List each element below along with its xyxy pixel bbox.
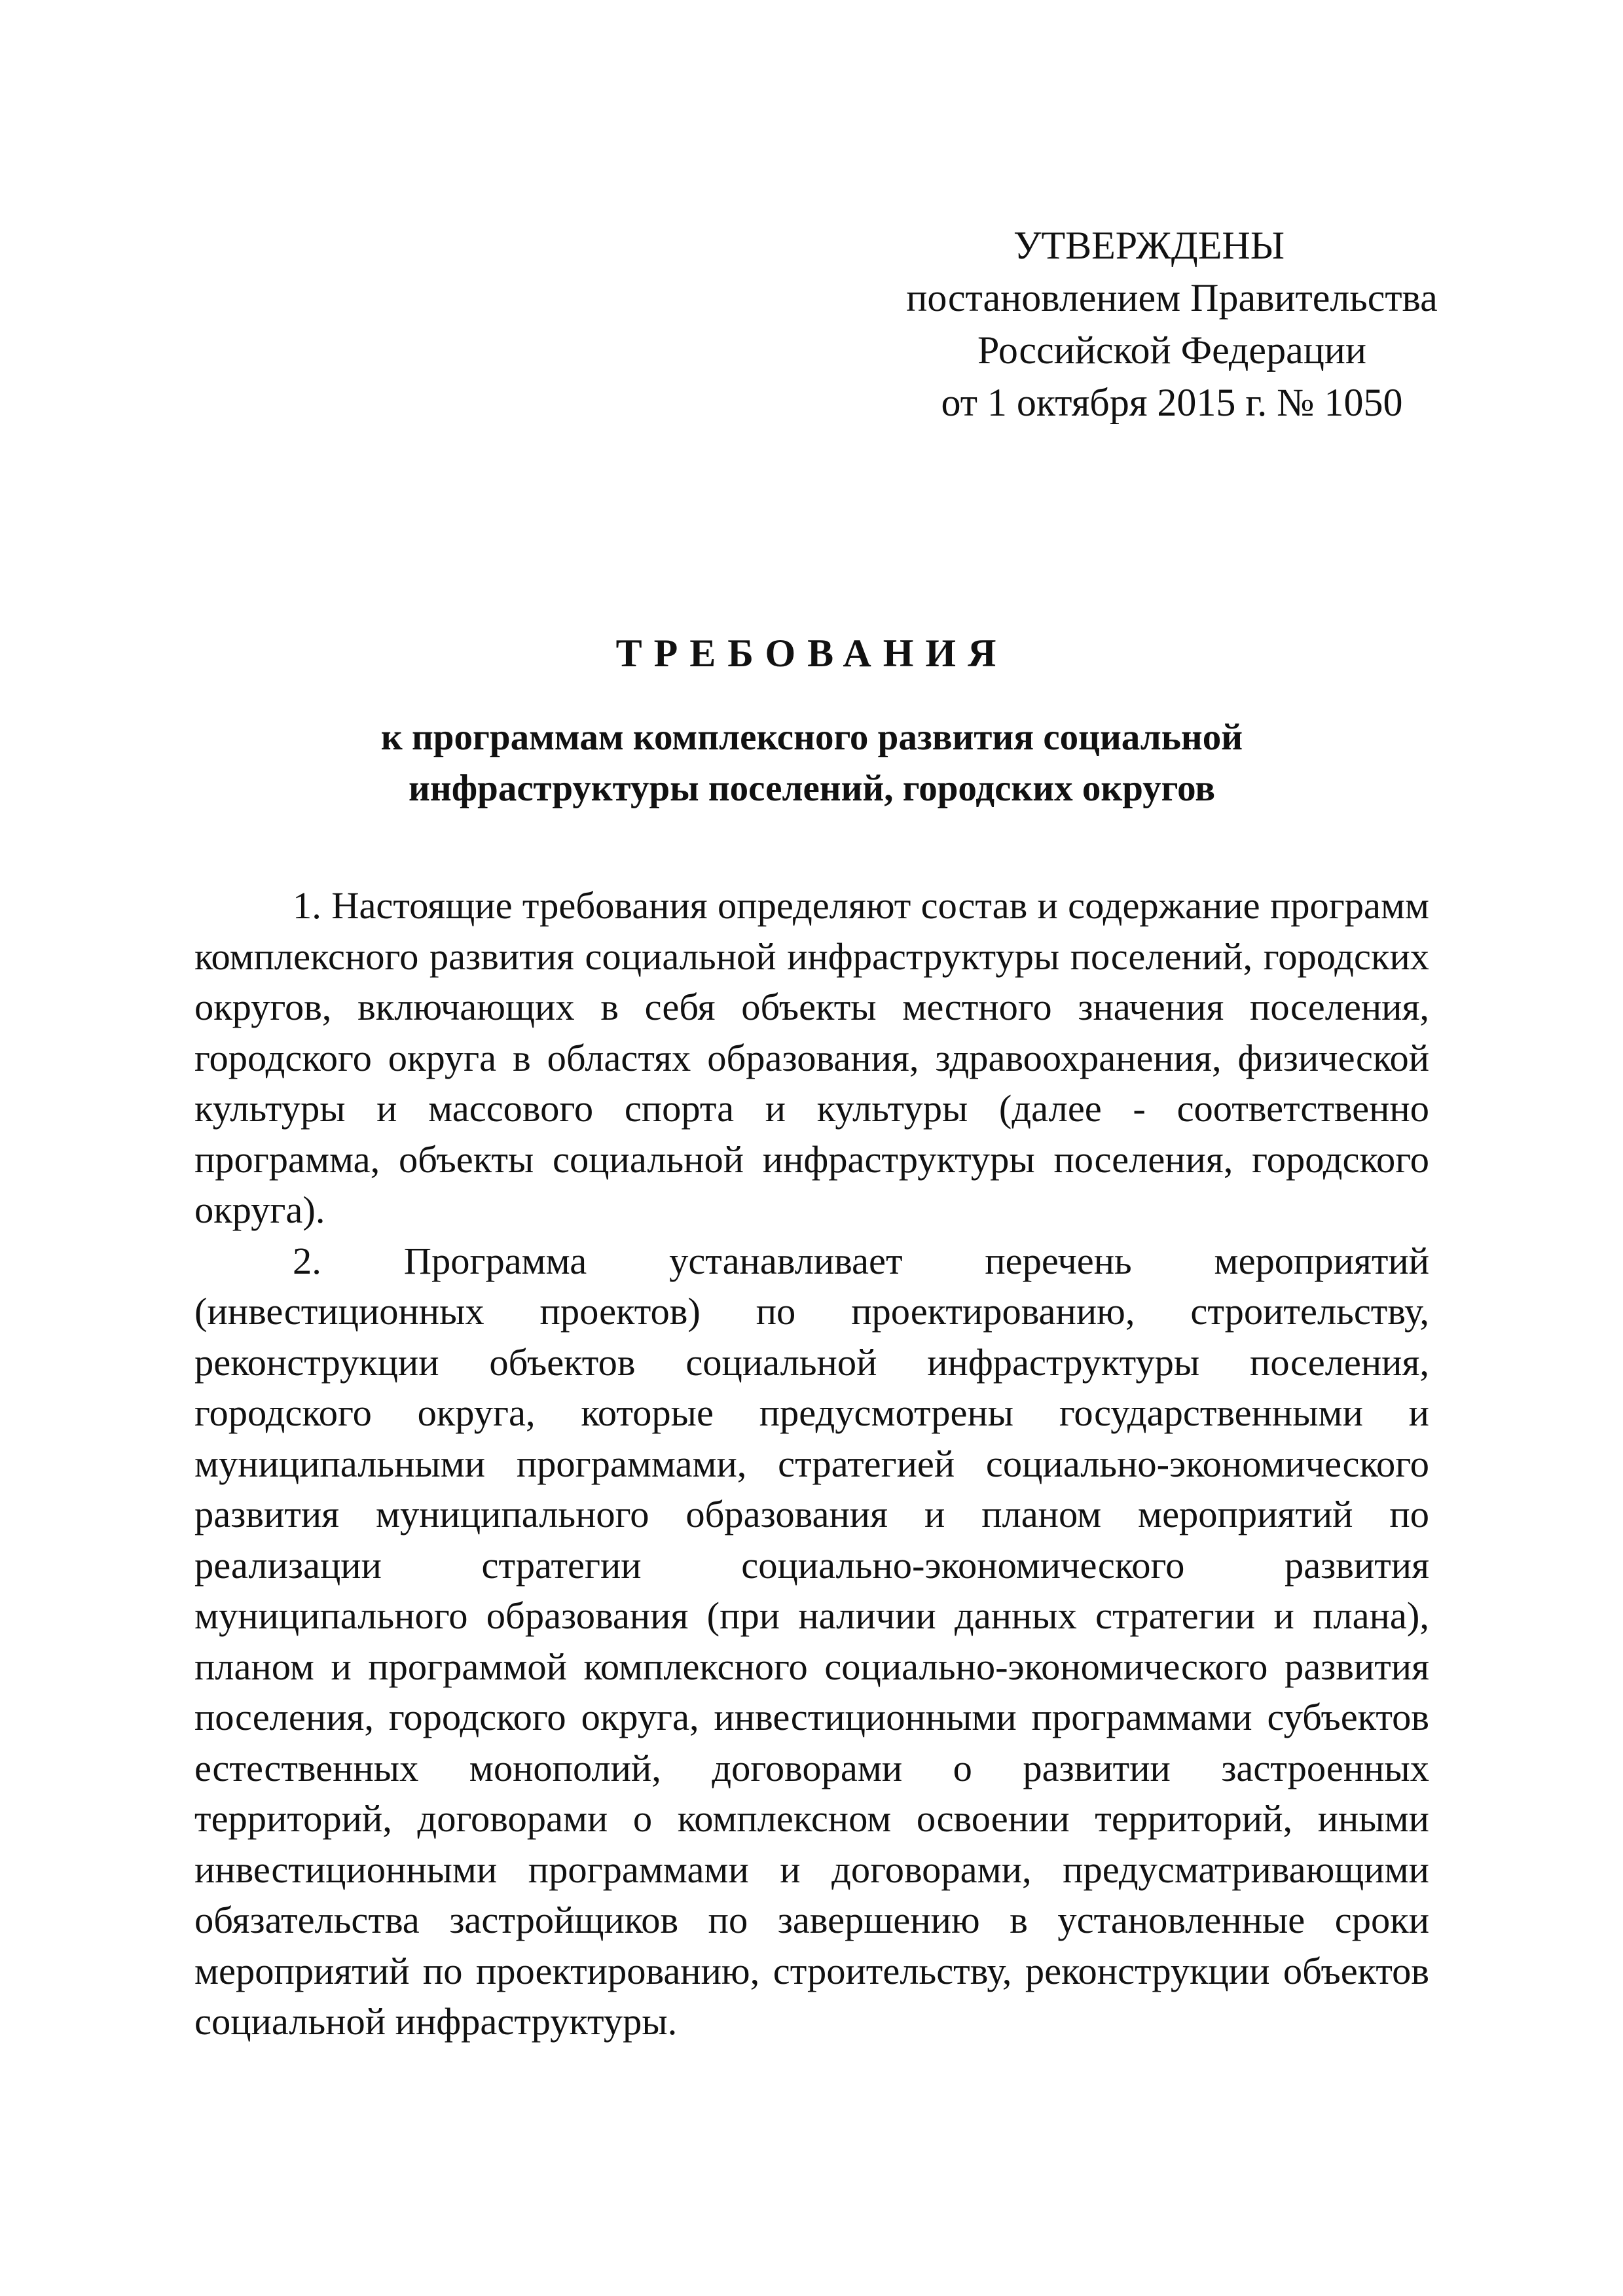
paragraph-1: 1. Настоящие требования определяют состав и содержание программ комплексного развития социальной инфраструктуры поселений, городских округов, включающих в себя объекты местного значения поселения, городского округа в областях образования, здравоохранения, физической культуры и массового спорта и культуры (далее - соответственно программа, объекты социальной инфраструктуры поселения, городского округа). [194,884,1429,1231]
approval-block [877,219,1467,429]
document-heading [196,627,1427,814]
approval-line-resolution: постановлением Правительства [906,276,1438,319]
document-subtitle-line-2: инфраструктуры поселений, городских округов [409,768,1215,809]
approval-line-date-number: от 1 октября 2015 г. № 1050 [941,381,1403,424]
paragraph-2: 2. Программа устанавливает перечень мероприятий (инвестиционных проектов) по проектированию, строительству, реконструкции объектов социальной инфраструктуры поселения, городского округа, которые предусмотрены государственными и муниципальными программами, стратегией социально-экономического развития муниципального образования и планом мероприятий по реализации стратегии социально-экономического развития муниципального образования (при наличии данных стратегии и плана), планом и программой комплексного социально-экономического развития поселения, городского округа, инвестиционными программами субъектов естественных монополий, договорами о развитии застроенных территорий, договорами о комплексном освоении территорий, иными инвестиционными программами и договорами, предусматривающими обязательства застройщиков по завершению в установленные сроки мероприятий по проектированию, строительству, реконструкции объектов социальной инфраструктуры. [194,1239,1429,2043]
document-body [194,880,1429,2047]
document-subtitle-line-1: к программам комплексного развития социальной [380,717,1243,758]
approval-line-federation: Российской Федерации [977,329,1367,372]
approval-stamp-title: УТВЕРЖДЕНЫ [1013,224,1285,267]
document-title: ТРЕБОВАНИЯ [615,632,1008,675]
